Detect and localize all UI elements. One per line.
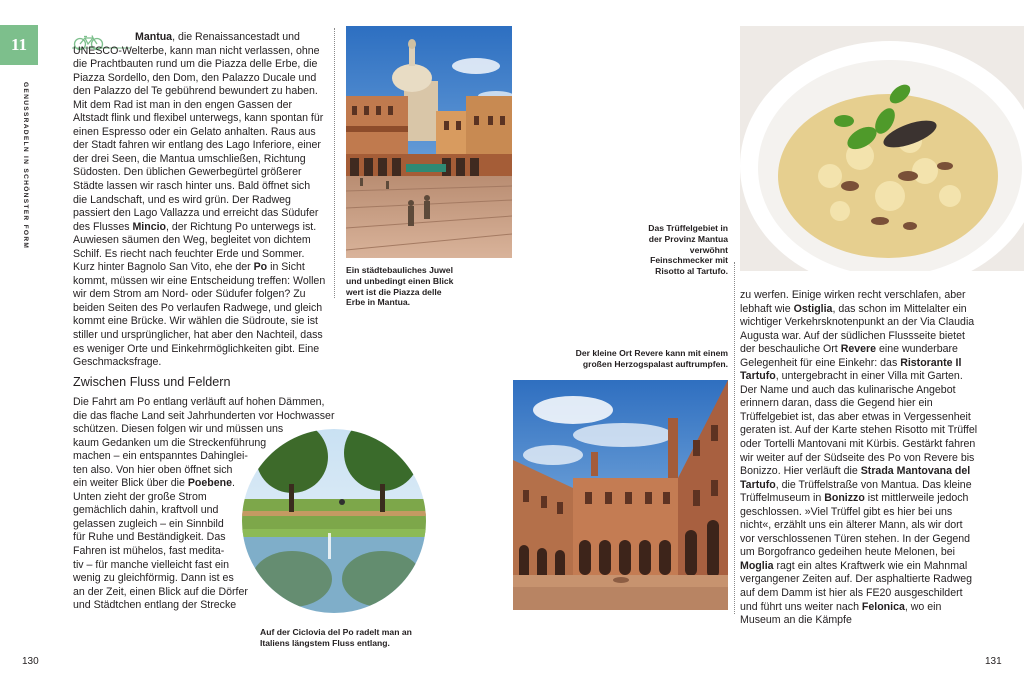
bold-place-name: Mincio (132, 220, 167, 233)
text-run: tiv – für manche vielleicht fast ein (73, 558, 230, 571)
bold-place-name: Po (253, 261, 268, 274)
text-run: . (231, 477, 235, 490)
text-line (73, 423, 335, 437)
text-run: , wo ein Museum an die Kämpfe (740, 600, 942, 627)
column-divider (334, 28, 335, 298)
text-run: für Ruhe und Beständigkeit. Das (73, 531, 226, 544)
bold-place-name: Moglia (740, 559, 774, 572)
text-run: zu werfen. Einige wirken recht verschlafen, aber lebhaft wie (740, 289, 966, 315)
section-heading: Zwischen Fluss und Feldern (73, 375, 231, 389)
revere-palace-photo (513, 380, 728, 610)
po-photo-caption: Auf der Ciclovia del Po radelt man an Italiens längstem Fluss entlang. (260, 627, 412, 648)
revere-photo-caption: Der kleine Ort Revere kann mit einem großen Herzogspalast auftrumpfen. (575, 348, 728, 369)
right-column-text (740, 289, 978, 628)
text-run: , die Trüffelstraße von Mantua. Das kleine Trüffelmuseum in (740, 478, 972, 505)
bold-place-name: Ristorante Il Tartufo (740, 356, 962, 383)
text-line (73, 410, 335, 424)
risotto-photo-caption: Das Trüffelgebiet in der Provinz Mantua verwöhnt Feinschmecker mit Risotto al Tartufo. (648, 223, 728, 277)
bold-place-name: Strada Mantovana del Tartufo (740, 465, 971, 491)
text-run: ragt ein altes Kraftwerk wie ein Mahnmal vergangener Zeiten auf. Der asphaltierte Radweg auf dem Damm ist hier als FE20 ausgeschildert und führt uns weiter nach (740, 559, 973, 613)
text-run: , die Renaissancestadt und UNESCO-Welterbe, kann man nicht verlassen, ohne die Prachtbauten rund um die Piazza delle Erbe, die Piazza Sordello, den Dom, den Palazzo Ducale und den Palazzo del Te gebührend bewundert zu haben. Mit dem Rad ist man in den engen Gassen der Altstadt flink und flexibel unterwegs, kann spontan für einen Espresso oder ein Gelato anhalten. Raus aus der Stadt fahren wir entlang des Lago Inferiore, einer der drei Seen, die Mantua umschließen, Richtung Südosten. Den üblichen Gewerbegürtel größerer Städte lassen wir rasch hinter uns. Bald öffnet sich die Landschaft, und es wird grün. Der Radweg passiert den Lago Vallazza und erreicht das Südufer des Flusses (73, 31, 324, 233)
page-number-left: 130 (22, 656, 39, 667)
bold-place-name: Bonizzo (824, 492, 865, 505)
intro-paragraph (73, 31, 327, 370)
text-run: , untergebracht in einer Villa mit Garten. Der Name und auch das kulinarische Angebot erinnern daran, dass die Gegend hier ein Trüffelgebiet ist, das aber etwas in Vergessenheit geraten ist. Auf der Karte stehen Risotto mit Trüffel oder Tortelli Mantovani mit Kürbis. Gestärkt fahren wir weiter auf der Südseite des Po von Revere bis Bonizzo. Hier verläuft die (740, 370, 978, 478)
text-run: Fahren ist mühelos, fast medita- (73, 545, 225, 558)
text-run: ein weiter Blick über die (73, 477, 188, 490)
risotto-photo (740, 26, 1024, 271)
text-run: Die Fahrt am Po entlang verläuft auf hohen Dämmen, (73, 396, 325, 408)
text-run: , das schon im Mittelalter ein wichtiger Verkehrsknotenpunkt an der Via Claudia Augusta war. Auf der südlichen Flussseite bietet der beschauliche Ort (740, 302, 975, 356)
bold-place-name: Mantua (135, 31, 173, 43)
po-river-photo (242, 429, 426, 613)
mantua-piazza-photo (346, 26, 512, 258)
text-run: gemächlich dahin, kraftvoll und (73, 504, 219, 517)
text-run: machen – ein entspanntes Dahinglei- (73, 450, 248, 463)
column-divider-right (734, 262, 735, 614)
text-run: an der Zeit, einen Blick auf die Dörfer (73, 585, 248, 598)
text-run: kaum Gedanken um die Streckenführung (73, 436, 267, 449)
text-run: eine wunderbare Gelegenheit für eine Einkehr: das (740, 343, 958, 369)
page-number-right: 131 (985, 656, 1002, 667)
bold-place-name: Felonica (861, 600, 905, 613)
text-run: gelassen zugleich – ein Sinnbild (73, 517, 224, 530)
text-run: ten also. Von hier oben öffnet sich (73, 463, 233, 476)
chapter-number-badge: 11 (0, 25, 38, 65)
text-run: schützen. Diesen folgen wir und müssen uns (73, 423, 284, 436)
text-run: wenig zu gleichförmig. Dann ist es (73, 572, 234, 585)
text-run: ist mittlerweile jedoch geschlossen. »Viel Trüffel gibt es hier bei uns nicht«, erzählt uns ein älterer Mann, als wir dort vor verschlossenen Türen stehen. In der Gegend um Borgofranco gedeihen heute Melonen, bei (740, 492, 971, 559)
text-run: in Sicht kommt, müssen wir eine Entscheidung treffen: Wollen wir dem Strom am Nord- oder Südufer folgen? Zu beiden Seiten des Po verlaufen Radwege, und gleich kommt eine Brücke. Wir wählen die Südroute, sie ist stiller und ursprünglicher, hat aber den Nachteil, dass es weniger Orte und Einkehrmöglichkeiten gibt. Eine Geschmacksfrage. (73, 261, 326, 369)
text-run: und Städtchen entlang der Strecke (73, 599, 237, 612)
text-run: Unten zieht der große Strom (73, 490, 207, 503)
running-title: GENUSSRADELN IN SCHÖNSTER FORM (22, 82, 29, 250)
text-run: die das flache Land seit Jahrhunderten vor Hochwasser (73, 409, 335, 422)
text-run: , der Richtung Po unterwegs ist. Auwiesen säumen den Weg, begleitet von dichtem Schilf. Es riecht nach feuchter Erde und Sommer. Kurz hinter Bagnolo San Vito, ehe der (73, 220, 317, 274)
text-line (73, 396, 335, 410)
bold-place-name: Revere (840, 343, 877, 356)
mantua-photo-caption: Ein städtebauliches Juwel und unbedingt einen Blick wert ist die Piazza delle Erbe in Mantua. (346, 265, 454, 308)
bold-place-name: Ostiglia (793, 302, 833, 315)
bold-place-name: Poebene (187, 477, 232, 490)
